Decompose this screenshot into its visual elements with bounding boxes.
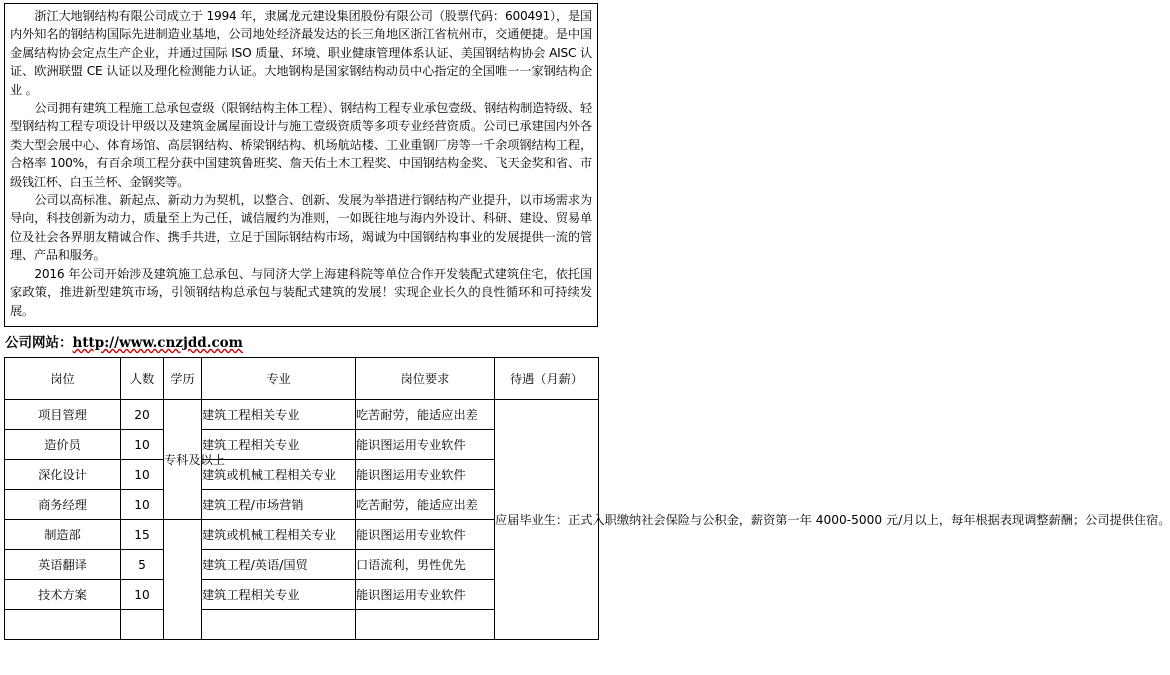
education-blank-cell	[164, 520, 202, 640]
requirement-cell: 能识图运用专业软件	[356, 460, 495, 490]
header-position: 岗位	[5, 358, 121, 400]
company-website	[5, 331, 243, 351]
company-intro	[4, 3, 598, 327]
position-cell: 英语翻译	[5, 550, 121, 580]
table-header-row	[5, 358, 599, 400]
major-cell: 建筑或机械工程相关专业	[202, 520, 356, 550]
count-cell: 10	[121, 430, 164, 460]
header-major: 专业	[202, 358, 356, 400]
empty-cell	[5, 610, 121, 640]
intro-paragraph: 公司拥有建筑工程施工总承包壹级（限钢结构主体工程）、钢结构工程专业承包壹级、钢结构制造特级、轻型钢结构工程专项设计甲级以及建筑金属屋面设计与施工壹级资质等多项专业经营资质。公司已承建国内外各类大型会展中心、体育场馆、高层钢结构、桥梁钢结构、机场航站楼、工业重钢厂房等一千余项钢结构工程，合格率 100%，有百余项工程分获中国建筑鲁班奖、詹天佑土木工程奖、中国钢结构金奖、飞天金奖和省、市级钱江杯、白玉兰杯、金钢奖等。	[10, 101, 592, 189]
intro-paragraph: 浙江大地钢结构有限公司成立于 1994 年，隶属龙元建设集团股份有限公司（股票代码：600491），是国内外知名的钢结构国际先进制造业基地，公司地处经济最发达的长三角地区浙江省杭州市，交通便捷。是中国金属结构协会定点生产企业，并通过国际 ISO 质量、环境、职业健康管理体系认证、美国钢结构协会 AISC 认证、欧洲联盟 CE 认证以及理化检测能力认证。大地钢构是国家钢结构动员中心指定的全国唯一一家钢结构企业 。	[10, 9, 592, 97]
job-table	[4, 357, 1170, 640]
salary-cell: 应届毕业生：正式入职缴纳社会保险与公积金，薪资第一年 4000-5000 元/月以上，每年根据表现调整薪酬；公司提供住宿。	[495, 400, 599, 640]
count-cell: 5	[121, 550, 164, 580]
count-cell: 10	[121, 580, 164, 610]
major-cell: 建筑工程/市场营销	[202, 490, 356, 520]
major-cell: 建筑或机械工程相关专业	[202, 460, 356, 490]
position-cell: 技术方案	[5, 580, 121, 610]
position-cell: 制造部	[5, 520, 121, 550]
position-cell: 项目管理	[5, 400, 121, 430]
intro-paragraph: 2016 年公司开始涉及建筑施工总承包、与同济大学上海建科院等单位合作开发装配式建筑住宅，依托国家政策，推进新型建筑市场，引领钢结构总承包与装配式建筑的发展！实现企业长久的良性循环和可持续发展。	[10, 266, 592, 318]
header-requirement: 岗位要求	[356, 358, 495, 400]
major-cell: 建筑工程相关专业	[202, 580, 356, 610]
count-cell: 10	[121, 460, 164, 490]
major-cell: 建筑工程相关专业	[202, 400, 356, 430]
header-salary: 待遇（月薪）	[495, 358, 599, 400]
count-cell: 15	[121, 520, 164, 550]
major-cell: 建筑工程相关专业	[202, 430, 356, 460]
education-cell: 专科及以上	[164, 400, 202, 520]
empty-cell	[356, 610, 495, 640]
requirement-cell: 吃苦耐劳，能适应出差	[356, 400, 495, 430]
website-link[interactable]: http://www.cnzjdd.com	[72, 335, 243, 351]
requirement-cell: 能识图运用专业软件	[356, 430, 495, 460]
requirement-cell: 能识图运用专业软件	[356, 520, 495, 550]
empty-cell	[121, 610, 164, 640]
position-cell: 造价员	[5, 430, 121, 460]
header-education: 学历	[164, 358, 202, 400]
position-cell: 深化设计	[5, 460, 121, 490]
requirement-cell: 能识图运用专业软件	[356, 580, 495, 610]
empty-cell	[202, 610, 356, 640]
requirement-cell: 口语流利，男性优先	[356, 550, 495, 580]
count-cell: 20	[121, 400, 164, 430]
major-cell: 建筑工程/英语/国贸	[202, 550, 356, 580]
position-cell: 商务经理	[5, 490, 121, 520]
website-label: 公司网站：	[5, 335, 73, 351]
requirement-cell: 吃苦耐劳，能适应出差	[356, 490, 495, 520]
header-count: 人数	[121, 358, 164, 400]
count-cell: 10	[121, 490, 164, 520]
intro-paragraph: 公司以高标准、新起点、新动力为契机，以整合、创新、发展为举措进行钢结构产业提升，以市场需求为导向，科技创新为动力，质量至上为己任，诚信履约为准则，一如既往地与海内外设计、科研、建设、贸易单位及社会各界朋友精诚合作、携手共进，立足于国际钢结构市场，竭诚为中国钢结构事业的发展提供一流的管理、产品和服务。	[10, 193, 592, 263]
table-row	[5, 400, 599, 430]
